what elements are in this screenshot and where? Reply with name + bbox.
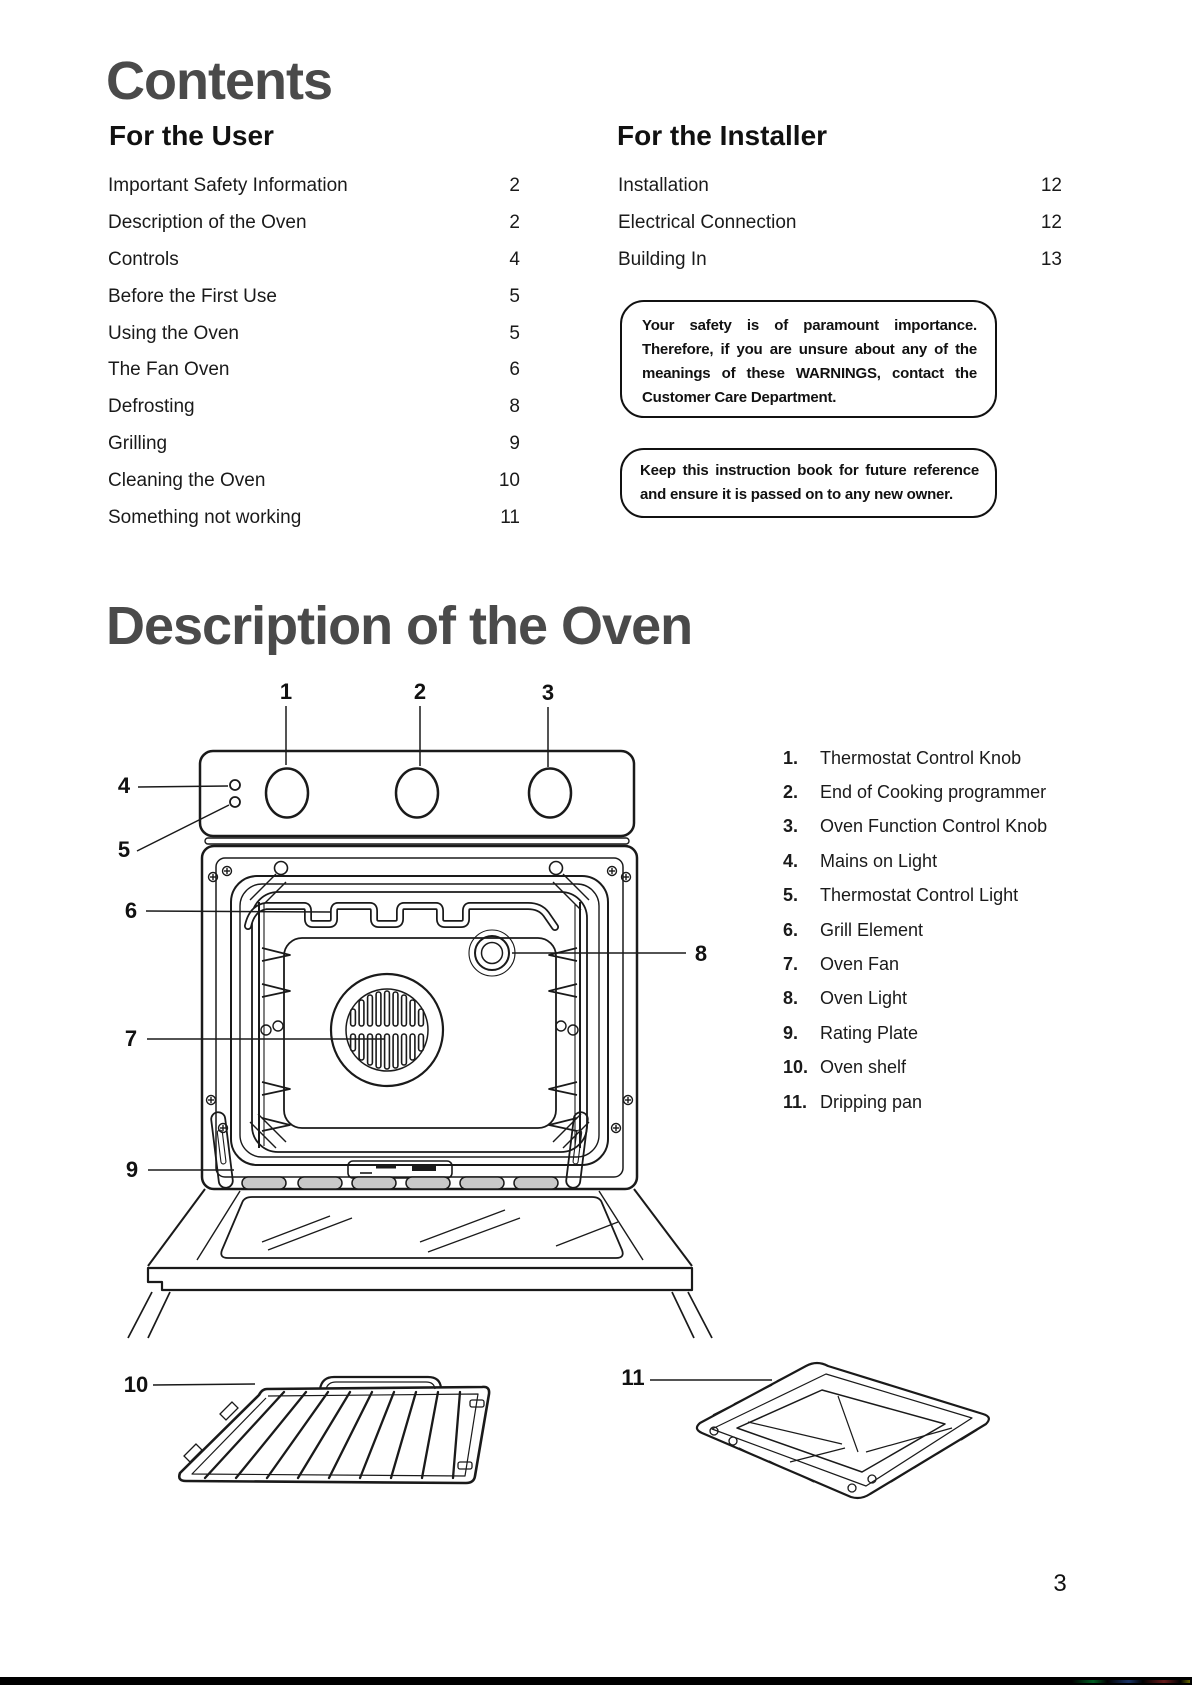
oven-diagram	[90, 620, 1010, 1520]
safety-warning-box: Your safety is of paramount importance. Therefore, if you are unsure about any of the meanings of these WARNINGS, contact the Customer Care Department.	[620, 300, 997, 418]
oven-body-drawing	[202, 846, 637, 1189]
legend-number: 10.	[783, 1057, 809, 1078]
description-title: Description of the Oven	[106, 596, 693, 656]
legend-number: 2.	[783, 782, 799, 803]
toc-item-label: Grilling	[108, 432, 168, 454]
toc-item-label: Installation	[618, 175, 709, 197]
toc-item-page: 12	[1040, 175, 1062, 197]
toc-item	[108, 168, 520, 205]
shelf-runner-right	[549, 902, 580, 1148]
page-number: 3	[1053, 1570, 1067, 1597]
legend-label: Oven Fan	[820, 954, 900, 975]
legend-label: Mains on Light	[820, 850, 938, 871]
oven-shelf-drawing	[179, 1377, 489, 1483]
callout-9: 9	[125, 1157, 139, 1182]
toc-item	[108, 389, 520, 426]
toc-item-page: 4	[509, 248, 520, 270]
toc-item	[108, 352, 520, 389]
toc-item	[618, 168, 1062, 205]
toc-item-label: The Fan Oven	[108, 359, 230, 381]
toc-item	[618, 242, 1062, 279]
toc-item-label: Something not working	[108, 506, 302, 528]
toc-item-label: Using the Oven	[108, 322, 239, 344]
rating-plate-drawing	[348, 1161, 452, 1178]
oven-fan-drawing	[331, 974, 443, 1086]
legend-number: 7.	[783, 954, 799, 975]
toc-installer-list	[618, 168, 1062, 278]
toc-item-page: 12	[1040, 212, 1062, 234]
page-bottom-bar	[0, 1677, 1192, 1685]
mains-on-light	[230, 780, 240, 790]
oven-light-drawing	[469, 930, 515, 976]
toc-item-page: 11	[500, 506, 520, 528]
print-registration-fringe	[1072, 1680, 1190, 1683]
bottom-vent-tabs	[242, 1177, 558, 1189]
legend-number: 9.	[783, 1022, 799, 1043]
toc-item-page: 5	[509, 285, 520, 307]
toc-item-label: Cleaning the Oven	[108, 469, 266, 491]
toc-item-page: 5	[509, 322, 520, 344]
toc-item	[618, 205, 1062, 242]
callout-10: 10	[123, 1372, 149, 1397]
toc-item	[108, 499, 520, 536]
toc-item	[108, 426, 520, 463]
function-knob	[529, 769, 571, 818]
toc-item-label: Description of the Oven	[108, 212, 307, 234]
legend-number: 8.	[783, 988, 799, 1009]
thermostat-knob	[266, 769, 308, 818]
callout-8: 8	[694, 941, 708, 966]
toc-item-page: 10	[498, 469, 520, 491]
legend-label: Oven Light	[820, 988, 908, 1009]
callout-2: 2	[413, 679, 427, 704]
legend-label: Dripping pan	[820, 1091, 923, 1112]
legend-label: Oven Function Control Knob	[820, 816, 1048, 837]
legend-number: 3.	[783, 816, 799, 837]
legend-label: End of Cooking programmer	[820, 782, 1047, 803]
callout-3: 3	[541, 680, 555, 705]
toc-item-page: 9	[509, 432, 520, 454]
callout-4: 4	[117, 773, 131, 798]
toc-item-page: 8	[509, 396, 520, 418]
callout-7: 7	[124, 1026, 138, 1051]
toc-item-label: Before the First Use	[108, 285, 277, 307]
legend-number: 5.	[783, 885, 799, 906]
programmer-knob	[396, 769, 438, 818]
toc-item-label: Controls	[108, 248, 179, 270]
toc-item-label: Defrosting	[108, 396, 195, 418]
callout-11: 11	[621, 1365, 645, 1390]
toc-user-list	[108, 168, 520, 536]
legend-number: 4.	[783, 850, 799, 871]
toc-item	[108, 205, 520, 242]
toc-item	[108, 278, 520, 315]
toc-item-label: Building In	[618, 248, 707, 270]
callout-6: 6	[124, 898, 138, 923]
toc-item	[108, 462, 520, 499]
open-door-drawing	[128, 1189, 712, 1338]
control-panel-drawing	[200, 751, 634, 844]
legend-label: Grill Element	[820, 919, 924, 940]
grill-element	[248, 906, 555, 927]
section-heading-for-the-installer: For the Installer	[617, 120, 828, 151]
keep-book-warning-box: Keep this instruction book for future reference and ensure it is passed on to any new owner.	[620, 448, 997, 518]
callout-lines	[137, 706, 772, 1385]
callout-5: 5	[117, 837, 131, 862]
toc-item-label: Important Safety Information	[108, 175, 348, 197]
section-heading-for-the-user: For the User	[109, 120, 274, 151]
toc-item-page: 13	[1040, 248, 1062, 270]
callout-1: 1	[279, 679, 293, 704]
legend-number: 6.	[783, 919, 799, 940]
dripping-pan-drawing	[697, 1363, 989, 1498]
legend-number: 1.	[783, 747, 799, 768]
shelf-runner-left	[259, 902, 290, 1148]
thermostat-light	[230, 797, 240, 807]
legend-label: Rating Plate	[820, 1022, 919, 1043]
toc-item	[108, 315, 520, 352]
toc-item-label: Electrical Connection	[618, 212, 797, 234]
toc-item-page: 6	[509, 359, 520, 381]
toc-item-page: 2	[509, 175, 520, 197]
legend-label: Thermostat Control Light	[820, 885, 1019, 906]
legend-label: Thermostat Control Knob	[820, 747, 1022, 768]
legend-number: 11.	[783, 1091, 808, 1112]
toc-item-page: 2	[509, 212, 520, 234]
legend-label: Oven shelf	[820, 1057, 907, 1078]
toc-item	[108, 242, 520, 279]
contents-title: Contents	[106, 51, 332, 111]
